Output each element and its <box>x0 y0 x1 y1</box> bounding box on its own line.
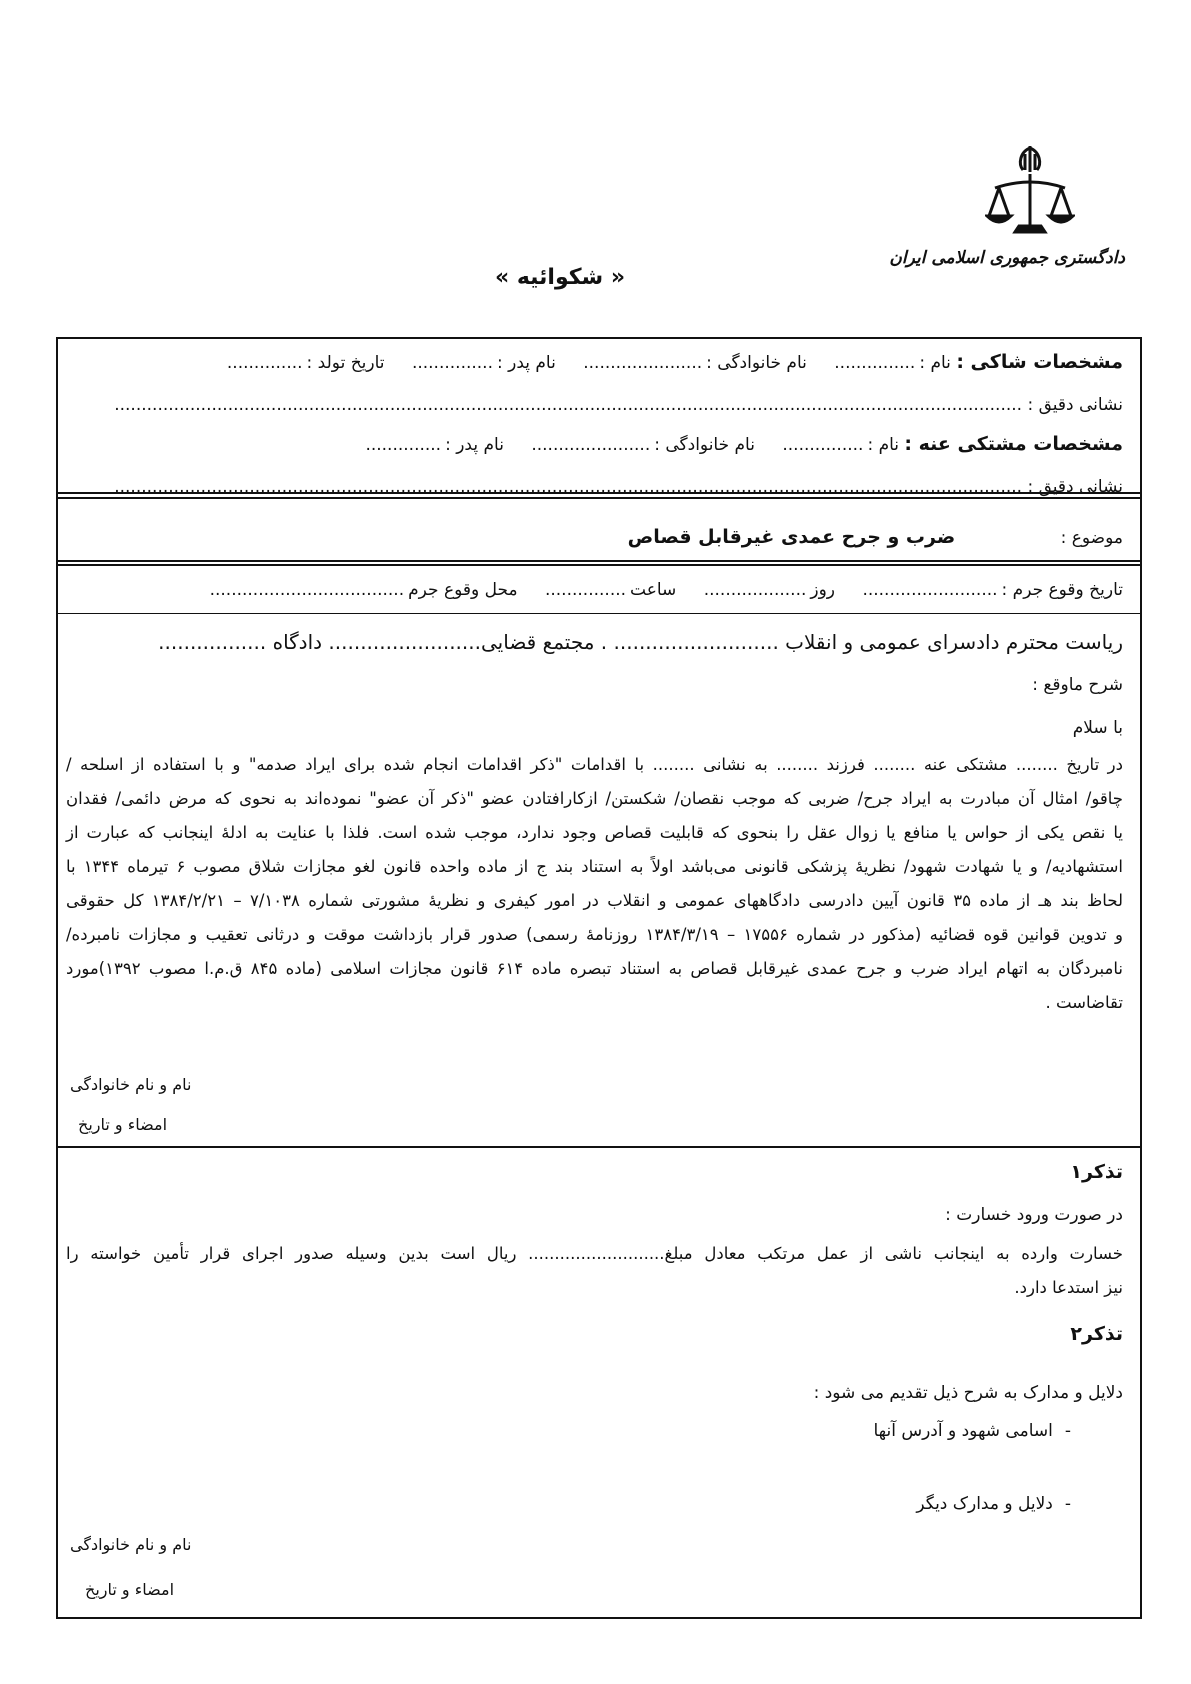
body-line: در تاریخ ........ مشتکی عنه ........ فرزند ........ به نشانی ........ با اقدامات "ذکر اقدامات انجام شده برای ایراد صدمه" و با استفاده از اسلحه / <box>66 755 1123 774</box>
body-line: نامبردگان به اتهام ایراد ضرب و جرح عمدی غیرقابل قصاص به استناد تبصره ماده ۶۱۴ قانون مجازات اسلامی (ماده ۸۴۵ ق.م.ا مصوب ۱۳۹۲)مورد <box>66 959 1123 978</box>
complainant-father-field[interactable]: نام پدر :............... <box>411 353 556 373</box>
signature2-sign-date-label: امضاء و تاریخ <box>85 1580 175 1599</box>
note1-condition: در صورت ورود خسارت : <box>945 1205 1123 1225</box>
note1-text <box>66 1237 1123 1305</box>
signature2-name-label: نام و نام خانوادگی <box>70 1535 192 1554</box>
crime-date-field[interactable]: تاریخ وقوع جرم :......................... <box>862 580 1123 600</box>
body-line: لحاظ بند هـ از ماده ۳۵ قانون آیین دادرسی دادگاههای عمومی و انقلاب در امور کیفری و نظریهٔ مشورتی شماره ۷/۱۰۳۸ – ۱۳۸۴/۲/۲۱ کل حقوقی <box>66 891 1123 910</box>
complainant-family-field[interactable]: نام خانوادگی :...................... <box>583 353 807 373</box>
complainant-birthdate-field[interactable]: تاریخ تولد :.............. <box>226 353 385 373</box>
body-line: تقاضاست . <box>1045 993 1123 1012</box>
judiciary-emblem <box>889 140 1125 290</box>
greeting: با سلام <box>1072 718 1123 738</box>
complaint-body <box>66 748 1123 1020</box>
signature-sign-date-label: امضاء و تاریخ <box>78 1115 168 1134</box>
crime-details-row <box>66 578 1123 602</box>
note1-line: نیز استدعا دارد. <box>1014 1278 1123 1297</box>
description-label: شرح ماوقع : <box>1032 675 1123 695</box>
defendant-name-field[interactable]: نام :............... <box>782 435 900 455</box>
signature-name-label: نام و نام خانوادگی <box>70 1075 192 1094</box>
note1-line: خسارت وارده به اینجانب ناشی از عمل مرتکب معادل مبلغ.......................... ریال است بدین وسیله صدور اجرای قرار تأمین خواسته را <box>66 1244 1123 1263</box>
evidence-item-other: -دلایل و مدارک دیگر <box>916 1494 1071 1514</box>
body-line: یا نقص یکی از حواس یا منافع یا زوال عقل را بنحوی که قابلیت قصاص وجود ندارد، موجب شده است. فلذا با عنایت به ادلهٔ اینجانب که عبارت از <box>66 823 1123 842</box>
crime-place-field[interactable]: محل وقوع جرم.................................... <box>209 580 518 600</box>
subject-row <box>66 525 1123 550</box>
divider-before-notes <box>56 1146 1142 1148</box>
body-line: چاقو/ امثال آن مبادرت به ایراد جرح/ ضربی که موجب نقصان/ شکستن/ ازکارافتادن عضو "ذکر آن عضو" نموده‌اند به نحوی که مرض دائمی/ فقدان <box>66 789 1123 808</box>
defendant-row <box>66 432 1123 457</box>
crime-day-field[interactable]: روز................... <box>703 580 836 600</box>
note2-intro: دلایل و مدارک به شرح ذیل تقدیم می شود : <box>813 1383 1123 1403</box>
addressee-line: ریاست محترم دادسرای عمومی و انقلاب .......................... . مجتمع قضایی........................ دادگاه ................. <box>158 630 1123 654</box>
defendant-address-field[interactable]: نشانی دقیق : ........................................................................................................................................................................ <box>114 477 1123 497</box>
document-title: « شکوائیه » <box>494 265 626 290</box>
divider-after-subject <box>56 560 1142 562</box>
body-line: استشهادیه/ و یا شهادت شهود/ نظریهٔ پزشکی قانونی می‌باشد اولاً به استناد بند ج از ماده واحده قانون لغو مجازات شلاق مصوب ۶ تیرماه ۱۳۴۴ با <box>66 857 1123 876</box>
defendant-family-field[interactable]: نام خانوادگی :...................... <box>531 435 755 455</box>
defendant-heading: مشخصات مشتکی عنه : <box>904 433 1123 455</box>
complainant-name-field[interactable]: نام :............... <box>834 353 951 373</box>
crime-time-field[interactable]: ساعت............... <box>544 580 677 600</box>
note1-title: تذکر۱ <box>1070 1161 1123 1183</box>
note2-title: تذکر۲ <box>1070 1323 1123 1345</box>
scales-of-justice-icon <box>985 140 1075 240</box>
defendant-father-field[interactable]: نام پدر :.............. <box>365 435 504 455</box>
subject-value: ضرب و جرح عمدی غیرقابل قصاص <box>627 526 956 548</box>
complainant-address-field[interactable]: نشانی دقیق : ........................................................................................................................................................................ <box>114 395 1123 415</box>
complainant-row <box>66 350 1123 375</box>
divider-after-crime-details <box>56 613 1142 614</box>
body-line: و تدوین قوانین قوه قضائیه (مذکور در شماره ۱۷۵۵۶ – ۱۳۸۴/۳/۱۹ روزنامهٔ رسمی) صدور قرار بازداشت موقت و درثانی تعقیب و مجازات نامبرده/ <box>66 925 1123 944</box>
complainant-heading: مشخصات شاکی : <box>956 351 1123 373</box>
evidence-item-witnesses: -اسامی شهود و آدرس آنها <box>873 1421 1071 1441</box>
court-name-logo: دادگستری جمهوری اسلامی ایران <box>889 248 1125 268</box>
subject-label: موضوع : <box>1060 528 1123 548</box>
divider-after-subject-double <box>56 564 1142 566</box>
